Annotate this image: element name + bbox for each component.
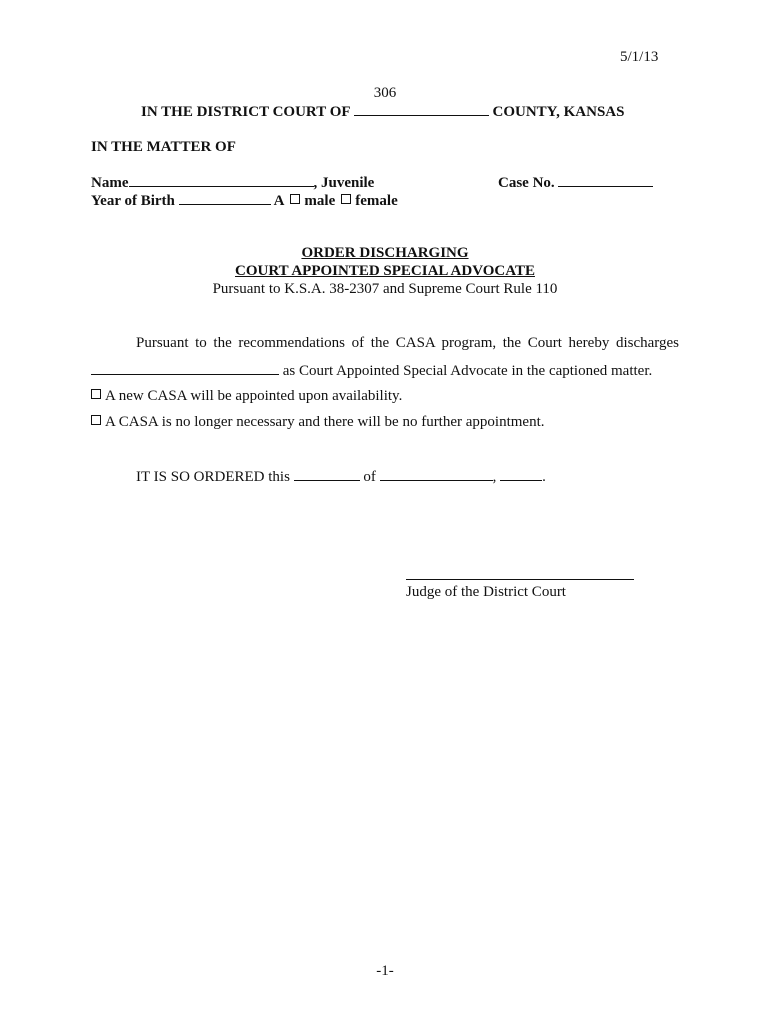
- order-title-line2: COURT APPOINTED SPECIAL ADVOCATE: [235, 263, 535, 279]
- ordered-prefix: IT IS SO ORDERED this: [136, 469, 290, 485]
- female-label: female: [355, 193, 398, 209]
- signature-label: Judge of the District Court: [406, 584, 566, 600]
- month-blank[interactable]: [380, 467, 493, 481]
- order-title-line3: Pursuant to K.S.A. 38-2307 and Supreme Court Rule 110: [212, 281, 558, 297]
- ordered-of: of: [363, 469, 376, 485]
- paragraph-line2-text: as Court Appointed Special Advocate in the captioned matter.: [282, 363, 653, 379]
- form-number: 306: [373, 85, 397, 101]
- male-checkbox[interactable]: [290, 194, 300, 204]
- paragraph-line1: Pursuant to the recommendations of the CASA program, the Court hereby discharges: [136, 335, 679, 351]
- birth-label: Year of Birth: [91, 193, 175, 209]
- paragraph-line2: [91, 361, 652, 380]
- option-no-casa-text: A CASA is no longer necessary and there will be no further appointment.: [105, 414, 545, 430]
- birth-line: [91, 191, 398, 210]
- document-date: 5/1/13: [620, 49, 659, 65]
- female-checkbox[interactable]: [341, 194, 351, 204]
- order-title-line1: ORDER DISCHARGING: [301, 245, 469, 261]
- page-number: -1-: [376, 963, 394, 979]
- ordered-comma: ,: [492, 469, 497, 485]
- name-label: Name: [91, 175, 129, 191]
- court-prefix: IN THE DISTRICT COURT OF: [141, 104, 350, 120]
- case-line: [498, 173, 653, 192]
- option-new-casa-text: A new CASA will be appointed upon availability.: [105, 388, 403, 404]
- name-line: [91, 173, 374, 192]
- juvenile-label: , Juvenile: [313, 175, 375, 191]
- birth-year-blank[interactable]: [179, 191, 271, 205]
- option-no-casa: [91, 413, 545, 431]
- ordered-period: .: [542, 469, 546, 485]
- year-blank[interactable]: [500, 467, 542, 481]
- case-label: Case No.: [498, 175, 555, 191]
- court-suffix: COUNTY, KANSAS: [492, 104, 625, 120]
- new-casa-checkbox[interactable]: [91, 389, 101, 399]
- a-label: A: [273, 193, 285, 209]
- case-number-blank[interactable]: [558, 173, 653, 187]
- male-label: male: [304, 193, 336, 209]
- matter-heading: IN THE MATTER OF: [91, 139, 236, 155]
- ordered-line: [136, 467, 546, 486]
- name-blank[interactable]: [129, 173, 314, 187]
- county-blank[interactable]: [354, 102, 489, 116]
- court-title-line: [141, 102, 624, 121]
- option-new-casa: [91, 387, 402, 405]
- no-casa-checkbox[interactable]: [91, 415, 101, 425]
- signature-line[interactable]: [406, 579, 634, 580]
- casa-name-blank[interactable]: [91, 361, 279, 375]
- day-blank[interactable]: [294, 467, 360, 481]
